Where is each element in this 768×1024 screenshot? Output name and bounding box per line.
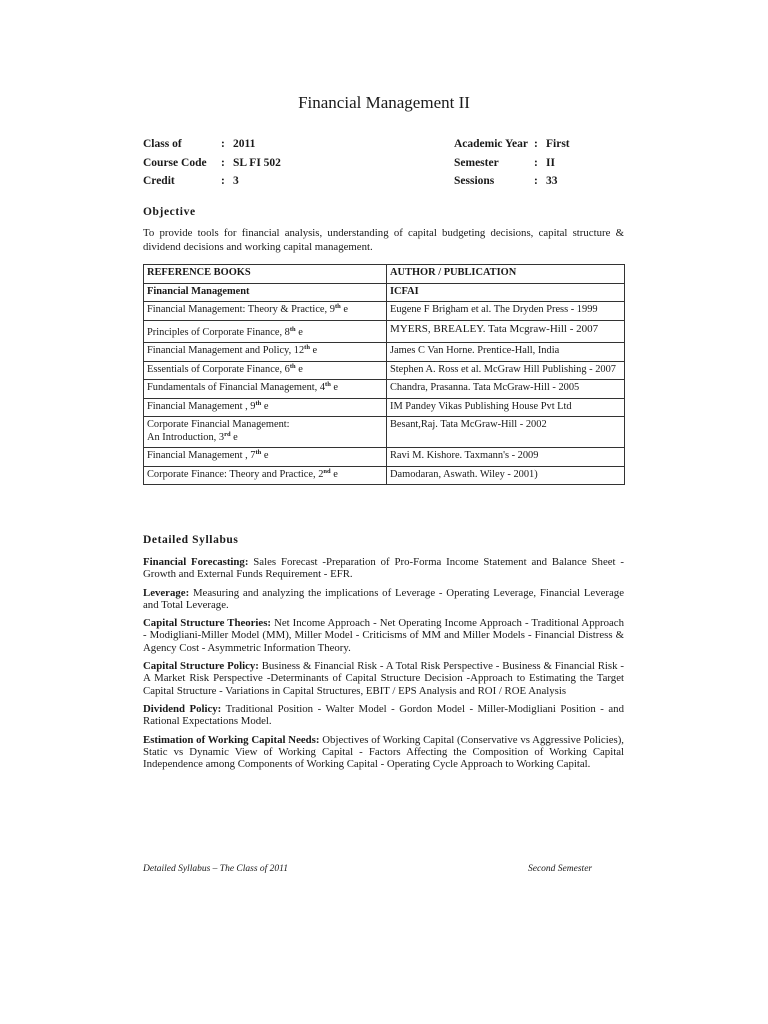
syllabus-term: Dividend Policy: (143, 702, 222, 715)
edition-suffix: nd (323, 467, 331, 475)
syllabus-item-dividend-policy (143, 703, 624, 728)
author-cell: MYERS, BREALEY. Tata Mcgraw-Hill - 2007 (387, 320, 625, 343)
meta-separator: : (221, 175, 225, 187)
edition-label: e (230, 431, 238, 443)
syllabus-item-leverage (143, 587, 624, 612)
syllabus-item-capital-structure-theories (143, 617, 624, 654)
meta-row-semester (454, 154, 570, 173)
objective-heading: Objective (143, 206, 196, 218)
table-row (144, 320, 625, 343)
table-subheader-row (144, 283, 625, 302)
meta-key: Academic Year (454, 138, 528, 150)
book-title: Financial Management , 9 (147, 400, 256, 412)
book-cell (144, 466, 387, 485)
book-title: Financial Management and Policy, 12 (147, 345, 305, 356)
syllabus-term: Financial Forecasting: (143, 556, 249, 568)
book-cell (144, 448, 387, 467)
meta-value: 3 (233, 175, 239, 187)
author-cell: Stephen A. Ross et al. McGraw Hill Publishing - 2007 (387, 361, 625, 380)
meta-key: Credit (143, 175, 175, 187)
syllabus-term: Estimation of Working Capital Needs: (143, 733, 320, 746)
meta-value: First (546, 138, 570, 150)
meta-row-credit (143, 172, 281, 191)
objective-text: To provide tools for financial analysis, understanding of capital budgeting decisions, capital structure & dividend decisions and working capital management. (143, 227, 624, 254)
edition-label: e (330, 382, 339, 393)
author-cell: IM Pandey Vikas Publishing House Pvt Ltd (387, 398, 625, 417)
table-row (144, 380, 625, 399)
book-cell (144, 302, 387, 321)
syllabus-term: Leverage: (143, 586, 190, 599)
subheader-book: Financial Management (144, 283, 387, 302)
meta-value: SL FI 502 (233, 156, 281, 169)
meta-value: 33 (546, 175, 558, 187)
edition-suffix: rd (224, 430, 231, 438)
book-title: Fundamentals of Financial Management, 4 (147, 382, 326, 393)
meta-value: II (546, 156, 555, 169)
meta-row-class-of (143, 135, 281, 154)
meta-separator: : (221, 156, 225, 169)
syllabus-item-working-capital (143, 734, 624, 771)
book-cell (144, 417, 387, 448)
book-title: Financial Management: Theory & Practice, 9 (147, 304, 335, 315)
book-cell (144, 361, 387, 380)
syllabus-item-financial-forecasting (143, 556, 624, 581)
meta-value: 2011 (233, 138, 256, 150)
edition-suffix: th (255, 449, 262, 456)
syllabus-text: Sales Forecast -Preparation of Pro-Forma Income Statement and Balance Sheet - Growth and External Funds Requirement - EFR. (143, 556, 624, 581)
table-row (144, 417, 625, 448)
table-header-row (144, 265, 625, 284)
book-title: An Introduction, 3 (147, 431, 225, 443)
syllabus-body (143, 556, 624, 776)
meta-row-course-code (143, 154, 281, 173)
book-cell (144, 320, 387, 343)
meta-separator: : (534, 175, 538, 187)
book-cell (144, 380, 387, 399)
footer-left: Detailed Syllabus – The Class of 2011 (143, 864, 288, 874)
course-meta-left (143, 135, 281, 191)
book-title-line1: Corporate Financial Management: (147, 419, 290, 430)
table-row (144, 466, 625, 485)
reference-books-table (143, 264, 625, 485)
meta-key: Semester (454, 156, 499, 169)
book-cell (144, 343, 387, 362)
book-title: Corporate Finance: Theory and Practice, 2 (147, 468, 324, 480)
syllabus-term: Capital Structure Policy: (143, 660, 259, 673)
author-cell: James C Van Horne. Prentice-Hall, India (387, 343, 625, 362)
syllabus-text: Objectives of Working Capital (Conservative vs Aggressive Policies), Static vs Dynamic View of Working Capital - Factors Affecting the Composition of Working Capital Independence among Components of Working Capital - Operating Cycle Approach to Working Capital. (143, 733, 624, 771)
meta-separator: : (534, 156, 538, 169)
syllabus-text: Measuring and analyzing the implications of Leverage - Operating Leverage, Financial Leverage and Total Leverage. (143, 586, 624, 611)
meta-separator: : (221, 138, 225, 150)
edition-suffix: th (255, 399, 262, 407)
table-row (144, 302, 625, 321)
edition-suffix: th (289, 362, 296, 370)
book-cell (144, 398, 387, 417)
subheader-author: ICFAI (387, 283, 625, 302)
header-author-publication: AUTHOR / PUBLICATION (387, 265, 625, 284)
syllabus-item-capital-structure-policy (143, 660, 624, 697)
edition-suffix: th (304, 344, 310, 351)
edition-label: e (295, 326, 303, 338)
book-title: Essentials of Corporate Finance, 6 (147, 363, 290, 375)
footer-right: Second Semester (528, 864, 593, 874)
edition-label: e (261, 400, 269, 412)
author-cell: Damodaran, Aswath. Wiley - 2001) (387, 466, 625, 485)
edition-suffix: th (325, 381, 331, 388)
meta-separator: : (534, 138, 538, 150)
author-cell: Ravi M. Kishore. Taxmann's - 2009 (387, 448, 625, 467)
syllabus-text: Traditional Position - Walter Model - Gordon Model - Miller-Modigliani Position - and Rational Expectations Model. (143, 702, 624, 728)
syllabus-term: Capital Structure Theories: (143, 617, 272, 630)
author-cell: Chandra, Prasanna. Tata McGraw-Hill - 2005 (387, 380, 625, 399)
book-title: Principles of Corporate Finance, 8 (147, 326, 290, 338)
syllabus-heading: Detailed Syllabus (143, 534, 239, 546)
meta-key: Class of (143, 138, 182, 150)
table-row (144, 343, 625, 362)
edition-suffix: th (289, 325, 296, 333)
meta-key: Sessions (454, 175, 495, 187)
edition-label: e (309, 345, 318, 356)
book-title: Financial Management , 7 (147, 450, 256, 461)
author-cell: Besant,Raj. Tata McGraw-Hill - 2002 (387, 417, 625, 448)
syllabus-text: Business & Financial Risk - A Total Risk Perspective - Business & Financial Risk - A Market Risk Perspective -Determinants of Capital Structure Decision -Approach to Estimating the Target Capital Structure - Variations in Capital Structures, EBIT / EPS Analysis and ROI / ROE Analysis (143, 660, 624, 697)
edition-label: e (295, 363, 303, 375)
meta-key: Course Code (143, 156, 207, 169)
page-title: Financial Management II (298, 93, 470, 112)
edition-suffix: th (334, 303, 341, 310)
course-meta-right (454, 135, 570, 191)
header-reference-books: REFERENCE BOOKS (144, 265, 387, 284)
edition-label: e (261, 450, 269, 461)
table-row (144, 448, 625, 467)
edition-label: e (340, 304, 348, 315)
syllabus-text: Net Income Approach - Net Operating Income Approach - Traditional Approach - Modigliani-Miller Model (MM), Miller Model - Criticisms of MM and Miller Models - Financial Distress & Agency Cost - Asymmetric Information Theory. (143, 617, 624, 654)
author-cell: Eugene F Brigham et al. The Dryden Press - 1999 (387, 302, 625, 321)
meta-row-academic-year (454, 135, 570, 154)
meta-row-sessions (454, 172, 570, 191)
table-row (144, 361, 625, 380)
table-row (144, 398, 625, 417)
edition-label: e (330, 468, 338, 480)
